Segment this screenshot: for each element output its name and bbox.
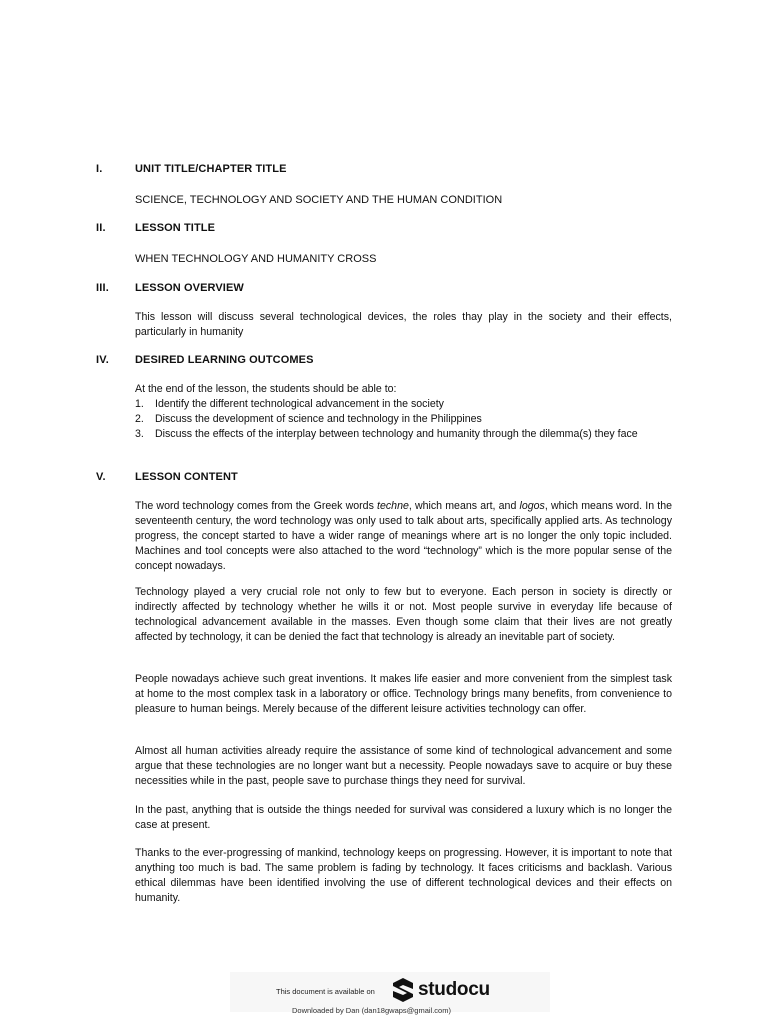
italic-term: techne <box>377 500 409 512</box>
section-number: I. <box>96 163 103 175</box>
section-heading: LESSON OVERVIEW <box>135 282 244 294</box>
paragraph-text: The word technology comes from the Greek words <box>135 500 378 512</box>
content-paragraph-5: In the past, anything that is outside the things needed for survival was considered a luxury which is no longer the case at present. <box>135 804 672 831</box>
paragraph-text: , which means word. In the seventeenth century, the word technology was only used to talk about arts, specifically applied arts. As technology progress, the concept started to have a wider range of meanings where art is no longer the only topic included. Machines and tool concepts were also attached to the word “technology” which is the more popular sense of the concept nowadays. <box>135 500 672 572</box>
lesson-overview-text: This lesson will discuss several technological devices, the roles thay play in the society and their effects, particularly in humanity <box>135 311 672 338</box>
section-number: II. <box>96 222 106 234</box>
outcomes-list <box>135 397 672 442</box>
paragraph-text: , which means art, and <box>408 500 520 512</box>
lesson-title-text: WHEN TECHNOLOGY AND HUMANITY CROSS <box>135 253 377 265</box>
section-heading: LESSON CONTENT <box>135 471 238 483</box>
list-item <box>135 427 672 442</box>
studocu-wordmark: studocu <box>418 979 490 1000</box>
content-paragraph-4: Almost all human activities already require the assistance of some kind of technological advancement and some argue that these technologies are no longer want but a necessity. People nowadays save to acquire or buy these necessities while in the past, people save to purchase things they need for survival. <box>135 745 672 787</box>
availability-note: This document is available on <box>276 987 375 996</box>
unit-title-text: SCIENCE, TECHNOLOGY AND SOCIETY AND THE HUMAN CONDITION <box>135 194 503 206</box>
content-paragraph-1 <box>135 499 672 574</box>
section-heading: DESIRED LEARNING OUTCOMES <box>135 354 314 366</box>
list-text: Identify the different technological advancement in the society <box>155 398 444 410</box>
list-number: 2. <box>135 413 144 425</box>
section-number: V. <box>96 471 106 483</box>
content-paragraph-3: People nowadays achieve such great inventions. It makes life easier and more convenient from the simplest task at home to the most complex task in a laboratory or office. Technology brings many benefits, from convenience to pleasure to human beings. Merely because of the different leisure activities technology can offer. <box>135 673 672 715</box>
list-number: 3. <box>135 428 144 440</box>
italic-term: logos <box>519 500 545 512</box>
studocu-logo-icon <box>391 977 415 1003</box>
section-heading: LESSON TITLE <box>135 222 216 234</box>
content-paragraph-6: Thanks to the ever-progressing of mankind, technology keeps on progressing. However, it is important to note that anything too much is bad. The same problem is fading by technology. It faces criticisms and backlash. Various ethical dilemmas have been identified involving the use of different technological devices and their effects on humanity. <box>135 847 672 904</box>
content-paragraph-2: Technology played a very crucial role not only to few but to everyone. Each person in society is directly or indirectly affected by technology whether he wills it or not. Most people survive in everyday life because of technological advancement available in the masses. Even though some claim that their lives are not greatly affected by technology, it can be denied the fact that technology is already an inevitable part of society. <box>135 586 672 643</box>
section-number: IV. <box>96 354 110 366</box>
list-item <box>135 412 672 427</box>
list-text: Discuss the effects of the interplay between technology and humanity through the dilemma(s) they face <box>155 428 638 440</box>
list-text: Discuss the development of science and technology in the Philippines <box>155 413 482 425</box>
section-number: III. <box>96 282 110 294</box>
studocu-logo[interactable] <box>391 977 490 1003</box>
list-item <box>135 397 672 412</box>
list-number: 1. <box>135 398 144 410</box>
outcomes-intro: At the end of the lesson, the students should be able to: <box>135 383 397 395</box>
download-attribution: Downloaded by Dan (dan18gwaps@gmail.com) <box>292 1006 451 1015</box>
section-heading: UNIT TITLE/CHAPTER TITLE <box>135 163 287 175</box>
